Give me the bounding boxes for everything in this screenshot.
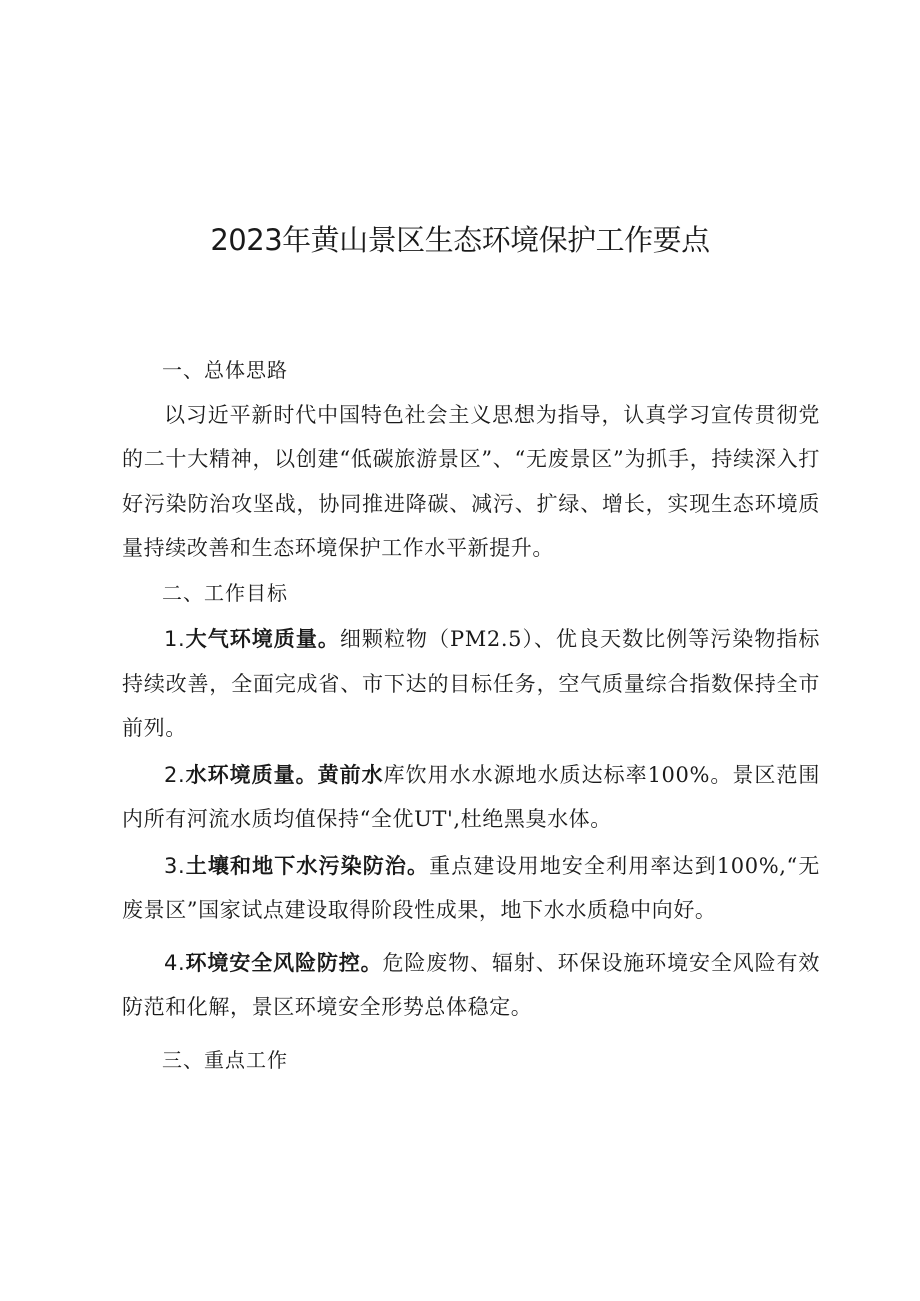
section-heading-key-work: 三、重点工作 [162, 1047, 288, 1072]
goal-item-number: 2. [164, 762, 186, 787]
goal-item-air-quality [122, 617, 820, 751]
document-title: 2023年黄山景区生态环境保护工作要点 [210, 223, 710, 257]
goal-item-lead: 水环境质量。黄前水 [185, 762, 384, 787]
goal-item-lead: 大气环境质量。 [185, 627, 340, 651]
goal-item-lead: 环境安全风险防控。 [185, 950, 383, 975]
goal-item-water-quality [122, 753, 820, 842]
goal-item-text: 重点建设用地安全利用率达到100%,“无废景区”国家试点建设取得阶段性成果，地下水水质稳中向好。 [122, 853, 820, 922]
goal-item-soil-groundwater [122, 844, 820, 933]
section-paragraph-overall-approach: 以习近平新时代中国特色社会主义思想为指导，认真学习宣传贯彻党的二十大精神，以创建“低碳旅游景区”、“无废景区”为抓手，持续深入打好污染防治攻坚战，协同推进降碳、减污、扩绿、增长，实现生态环境质量持续改善和生态环境保护工作水平新提升。 [122, 402, 820, 560]
section-heading-overall-approach: 一、总体思路 [162, 358, 288, 382]
goal-item-text: 库饮用水水源地水质达标率100%。景区范围内所有河流水质均值保持“全优UT',杜绝黑臭水体。 [122, 762, 820, 831]
goal-item-lead: 土壤和地下水污染防治。 [185, 853, 430, 878]
goal-item-number: 4. [164, 950, 186, 975]
document-body [122, 348, 820, 1082]
goal-item-text: 危险废物、辐射、环保设施环境安全风险有效防范和化解，景区环境安全形势总体稳定。 [122, 950, 820, 1019]
section-heading-work-goals: 二、工作目标 [162, 580, 288, 605]
goal-item-number: 1. [164, 627, 186, 651]
goal-item-environmental-risk [122, 941, 820, 1030]
goal-item-number: 3. [164, 853, 186, 878]
goal-item-text: 细颗粒物（PM2.5）、优良天数比例等污染物指标持续改善，全面完成省、市下达的目标任务，空气质量综合指数保持全市前列。 [122, 627, 820, 740]
